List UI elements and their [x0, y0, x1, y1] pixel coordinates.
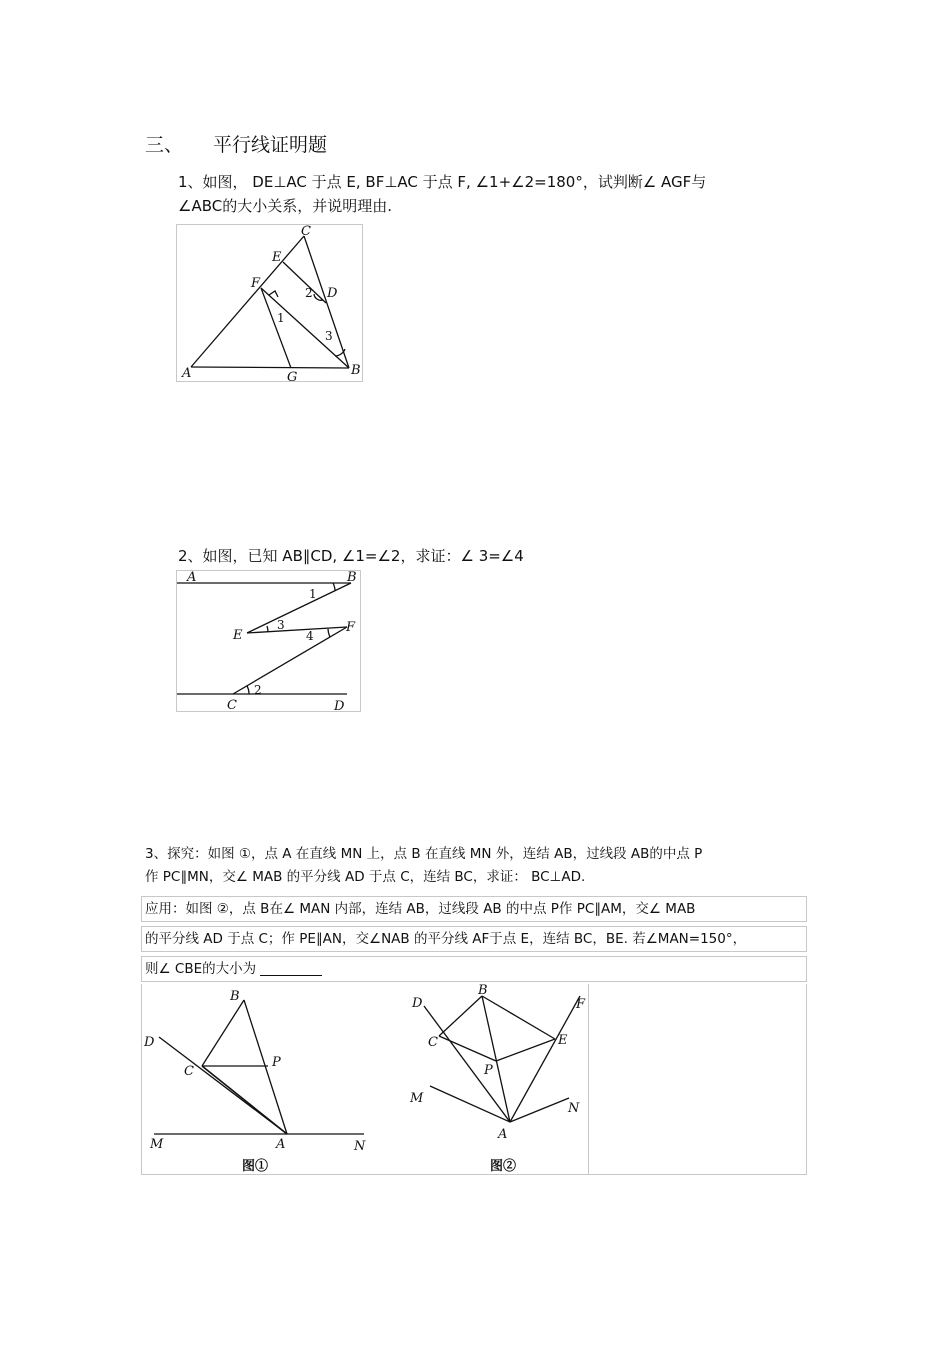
- q3-line1: 3、探究：如图 ①，点 A 在直线 MN 上，点 B 在直线 MN 外，连结 AB，过线段 AB的中点 P: [145, 846, 703, 862]
- q1-diagram: [177, 225, 362, 381]
- q3-line2: 作 PC∥MN，交∠ MAB 的平分线 AD 于点 C，连结 BC，求证： BC⊥AD.: [145, 869, 586, 885]
- fig2-label-c: C: [428, 1035, 438, 1050]
- q1-label-f: F: [251, 276, 261, 291]
- q1-label-e: E: [272, 250, 282, 265]
- q2-label-f: F: [346, 620, 356, 635]
- q2-angle-1: 1: [309, 587, 317, 601]
- q1-angle-3: 3: [325, 329, 333, 343]
- q1-figure: [176, 224, 363, 382]
- q2-label-e: E: [233, 628, 243, 643]
- q3-question-text: 则∠ CBE的大小为: [145, 961, 257, 977]
- section-heading: 平行线证明题: [213, 134, 328, 156]
- q2-label-a: A: [187, 571, 197, 585]
- q2-line1: 2、如图，已知 AB∥CD, ∠1=∠2，求证：∠ 3=∠4: [178, 547, 524, 565]
- q1-label-c: C: [301, 225, 311, 239]
- fig1-label-m: M: [150, 1137, 164, 1152]
- q2-label-c: C: [227, 698, 237, 711]
- q1-label-b: B: [351, 363, 361, 378]
- fig2-label-b: B: [478, 984, 488, 998]
- fig1-label-c: C: [184, 1064, 194, 1079]
- q1-line2: ∠ABC的大小关系，并说明理由.: [178, 197, 392, 215]
- fig2-caption: 图②: [490, 1159, 517, 1174]
- fig1-label-b: B: [230, 989, 240, 1004]
- fig1-caption: 图①: [242, 1159, 269, 1174]
- q2-label-b: B: [347, 571, 357, 585]
- q2-figure: [176, 570, 361, 712]
- q3-diagrams: [142, 984, 806, 1174]
- fig1-label-p: P: [272, 1055, 281, 1070]
- q1-angle-1: 1: [277, 311, 285, 325]
- section-title: [145, 130, 327, 157]
- q1-label-d: D: [327, 286, 338, 301]
- fig1-label-a: A: [276, 1137, 286, 1152]
- q3-figures-box: [141, 984, 807, 1175]
- fig2-label-a: A: [498, 1127, 508, 1142]
- q2-angle-3: 3: [277, 618, 285, 632]
- q1-angle-2: 2: [305, 286, 313, 300]
- fig2-label-e: E: [558, 1033, 568, 1048]
- fig2-divider: [588, 984, 589, 1174]
- q1-line1: 1、如图， DE⊥AC 于点 E, BF⊥AC 于点 F, ∠1+∠2=180°，试判断∠ AGF与: [178, 173, 707, 191]
- fig1-label-d: D: [144, 1035, 155, 1050]
- q1-label-g: G: [287, 370, 298, 381]
- q2-diagram: [177, 571, 360, 711]
- q3-application-line2: 的平分线 AD 于点 C；作 PE∥AN，交∠NAB 的平分线 AF于点 E，连结 BC，BE. 若∠MAN=150°，: [145, 931, 747, 947]
- fig2-label-d: D: [412, 996, 423, 1011]
- fig2-label-f: F: [576, 997, 586, 1012]
- fig2-label-n: N: [568, 1101, 580, 1116]
- q2-angle-2: 2: [254, 683, 262, 697]
- fig2-label-p: P: [484, 1063, 493, 1078]
- answer-blank[interactable]: [260, 961, 322, 976]
- fig2-label-m: M: [410, 1091, 424, 1106]
- q2-angle-4: 4: [306, 629, 314, 643]
- q3-application-line3: [145, 957, 322, 981]
- fig1-label-n: N: [354, 1139, 366, 1154]
- q2-label-d: D: [334, 699, 345, 711]
- section-number: 三、: [145, 134, 184, 156]
- q1-label-a: A: [182, 366, 192, 381]
- q3-application-line1: 应用：如图 ②，点 B在∠ MAN 内部，连结 AB，过线段 AB 的中点 P作 PC∥AM，交∠ MAB: [145, 901, 696, 917]
